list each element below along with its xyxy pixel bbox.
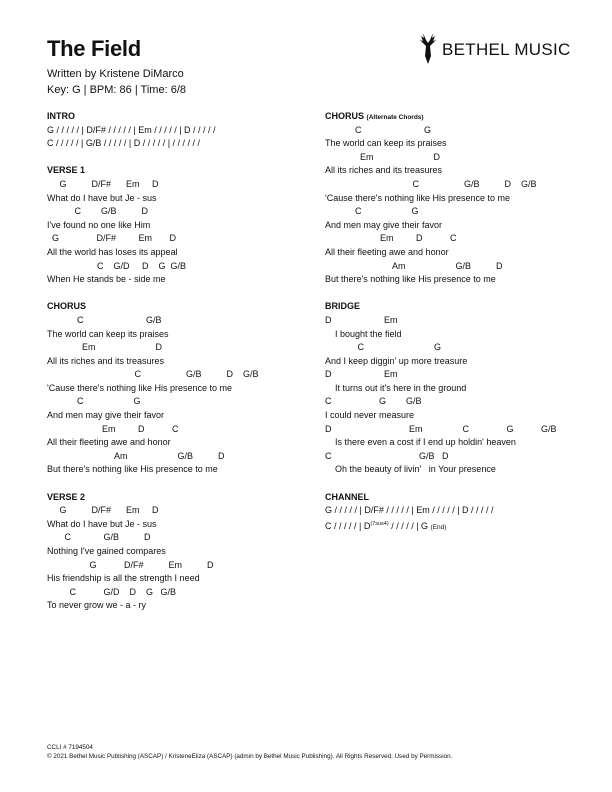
chorus-alt-line: 'Cause there's nothing like His presence to me xyxy=(325,192,511,203)
verse1-line: I've found no one like Him xyxy=(47,219,151,230)
chorus-line: But there's nothing like His presence to me xyxy=(47,464,218,475)
chorus-line: Em D xyxy=(47,342,163,353)
ccli-number: CCLI # 7194504 xyxy=(47,744,93,751)
verse1-line: C G/B D xyxy=(47,206,149,217)
chorus-line: Am G/B D xyxy=(47,450,225,461)
bridge-line: D Em xyxy=(325,369,398,380)
chorus-alt-line: But there's nothing like His presence to me xyxy=(325,274,496,285)
bridge-line: Oh the beauty of livin' in Your presence xyxy=(325,464,496,475)
section-heading-intro: INTRO xyxy=(47,111,75,121)
verse2-line: His friendship is all the strength I need xyxy=(47,573,200,584)
bridge-line: C G G/B xyxy=(325,396,422,407)
chorus-alt-line: Em D xyxy=(325,151,441,162)
chorus-alt-line: C G/B D G/B xyxy=(325,178,537,189)
verse2-line: To never grow we - a - ry xyxy=(47,600,147,611)
bridge-line: It turns out it's here in the ground xyxy=(325,382,467,393)
bridge-line: And I keep diggin' up more treasure xyxy=(325,355,468,366)
song-title: The Field xyxy=(47,36,141,61)
bridge-line: I bought the field xyxy=(325,328,402,339)
deer-head-icon xyxy=(418,31,438,65)
section-heading-chorus-alt: CHORUS xyxy=(325,111,365,121)
chorus-alt-line: Am G/B D xyxy=(325,260,503,271)
bridge-line: I could never measure xyxy=(325,410,415,421)
verse2-line: What do I have but Je - sus xyxy=(47,518,157,529)
copyright-notice: © 2021 Bethel Music Publishing (ASCAP) / KristeneEliza (ASCAP) (admin by Bethel Music Publishing). All Rights Reserved. Used by Permission. xyxy=(47,753,453,760)
song-writer: Written by Kristene DiMarco xyxy=(47,68,184,80)
section-heading-channel: CHANNEL xyxy=(325,491,369,502)
verse2-line: C G/B D xyxy=(47,532,151,543)
chorus-line: All their fleeting awe and honor xyxy=(47,437,171,448)
chorus-line: 'Cause there's nothing like His presence to me xyxy=(47,382,233,393)
right-column xyxy=(325,110,557,531)
verse1-line: What do I have but Je - sus xyxy=(47,192,157,203)
chorus-alt-line: C G xyxy=(325,206,419,217)
verse2-line: G D/F# Em D xyxy=(47,559,214,570)
section-subheading: (Alternate Chords) xyxy=(366,114,424,121)
section-heading-verse-2: VERSE 2 xyxy=(47,491,86,502)
verse1-line: C G/D D G G/B xyxy=(47,260,187,271)
chorus-line: And men may give their favor xyxy=(47,410,165,421)
verse2-line: G D/F# Em D xyxy=(47,505,159,516)
section-heading-chorus: CHORUS xyxy=(47,301,87,312)
channel-line-2: C / / / / / | $D^{(7sus4)}$ / / / / / | G (End) xyxy=(325,520,447,531)
verse1-line: All the world has loses its appeal xyxy=(47,246,178,257)
section-heading-verse-1: VERSE 1 xyxy=(47,165,86,176)
song-details: Key: G | BPM: 86 | Time: 6/8 xyxy=(47,84,186,96)
chorus-line: Em D C xyxy=(47,423,179,434)
chorus-alt-line: Em D C xyxy=(325,233,457,244)
chorus-line: The world can keep its praises xyxy=(47,328,169,339)
bethel-music-logo xyxy=(418,31,571,65)
chorus-line: All its riches and its treasures xyxy=(47,355,165,366)
intro-line-2: C / / / / / | G/B / / / / / | D / / / / / | / / / / / / xyxy=(47,138,201,149)
bridge-line: D Em C G G/B xyxy=(325,423,557,434)
chorus-line: C G xyxy=(47,396,141,407)
chorus-alt-line: All their fleeting awe and honor xyxy=(325,246,449,257)
verse1-line: G D/F# Em D xyxy=(47,233,177,244)
verse1-line: When He stands be - side me xyxy=(47,274,166,285)
bridge-line: C G/B D xyxy=(325,450,449,461)
verse1-line: G D/F# Em D xyxy=(47,178,159,189)
bridge-line: D Em xyxy=(325,314,398,325)
channel-line-1: G / / / / / | D/F# / / / / / | Em / / / / / | D / / / / / xyxy=(325,505,494,516)
chorus-alt-line: All its riches and its treasures xyxy=(325,165,443,176)
verse2-line: Nothing I've gained compares xyxy=(47,546,166,556)
left-column xyxy=(47,110,259,613)
section-heading-bridge: BRIDGE xyxy=(325,301,361,312)
bridge-line: Is there even a cost if I end up holdin' heaven xyxy=(325,437,516,448)
bridge-line: C G xyxy=(325,342,442,353)
chorus-alt-line: And men may give their favor xyxy=(325,219,443,230)
chorus-line: C G/B xyxy=(47,314,162,325)
chorus-line: C G/B D G/B xyxy=(47,369,259,380)
chorus-alt-line: C G xyxy=(325,124,432,135)
chorus-alt-line: The world can keep its praises xyxy=(325,138,447,149)
intro-line-1: G / / / / / | D/F# / / / / / | Em / / / / / | D / / / / / xyxy=(47,124,216,135)
verse2-line: C G/D D G G/B xyxy=(47,586,177,597)
brand-name: BETHEL MUSIC xyxy=(442,40,571,59)
